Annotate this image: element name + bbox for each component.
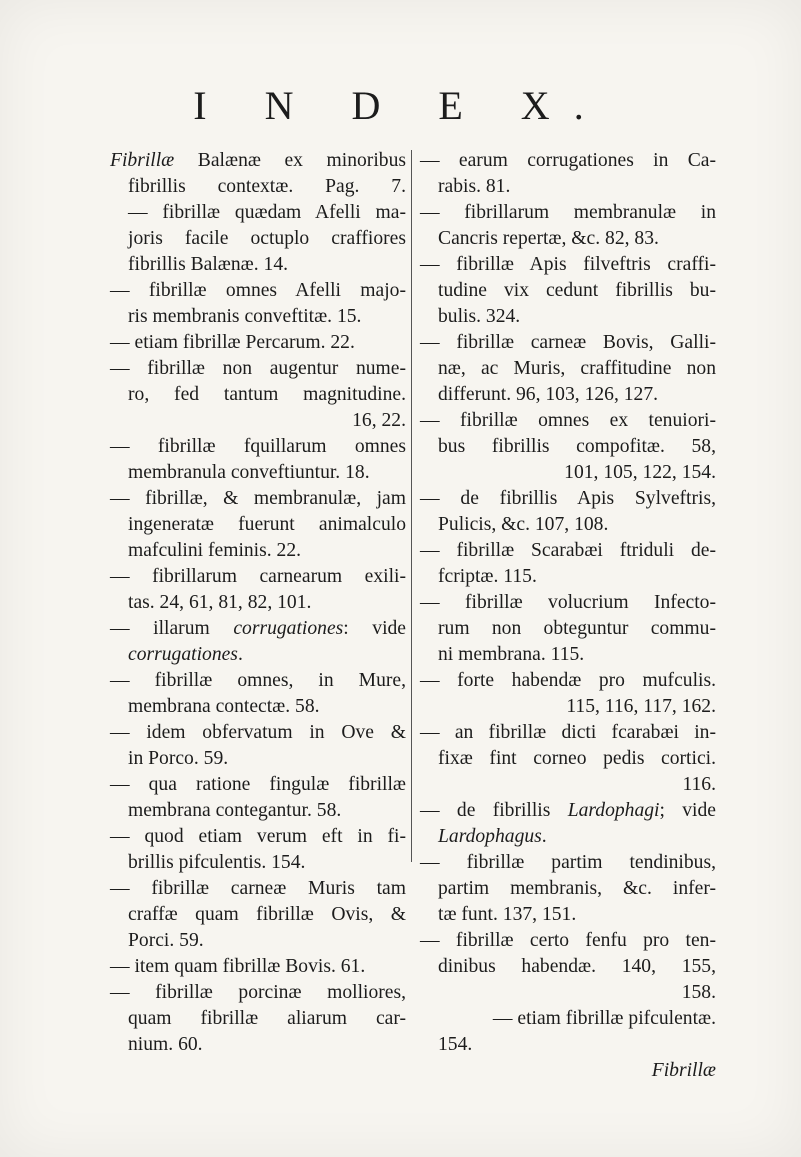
entry-line: — de fibrillis Apis Sylveftris, (420, 488, 716, 509)
index-entry (110, 486, 406, 564)
index-entry (110, 278, 406, 330)
entry-line: mafculini feminis. 22. (128, 540, 302, 561)
entry-line: — fibrillæ, & membranulæ, jam (110, 488, 406, 509)
index-entry (110, 564, 406, 616)
entry-line: — fibrillæ quædam Afelli ma- (128, 202, 406, 223)
entry-line: tæ funt. 137, 151. (438, 904, 577, 925)
entry-line: rum non obteguntur commu- (438, 618, 716, 639)
index-entry (420, 1058, 716, 1084)
entry-line: — fibrillarum membranulæ in (420, 202, 716, 223)
entry-line: — item quam fibrillæ Bovis. 61. (110, 956, 366, 977)
column-divider (411, 150, 412, 862)
entry-line: Fibrillæ (651, 1060, 716, 1081)
entry-line: Porci. 59. (128, 930, 204, 951)
index-entry (110, 356, 406, 434)
entry-line: — quod etiam verum eft in fi- (110, 826, 406, 847)
entry-line: — qua ratione fingulæ fibrillæ (110, 774, 406, 795)
entry-line: ni membrana. 115. (438, 644, 585, 665)
entry-line: — fibrillæ carneæ Bovis, Galli- (420, 332, 716, 353)
entry-line: — fibrillæ partim tendinibus, (420, 852, 716, 873)
entry-line: bus fibrillis compofitæ. 58, (438, 436, 716, 457)
entry-line: — earum corrugationes in Ca- (420, 150, 716, 171)
entry-line: 154. (438, 1034, 473, 1055)
entry-line: ris membranis conveftitæ. 15. (128, 306, 362, 327)
entry-line: partim membranis, &c. infer- (438, 878, 716, 899)
index-entry (110, 616, 406, 668)
entry-line: craffæ quam fibrillæ Ovis, & (128, 904, 406, 925)
index-entry (420, 408, 716, 486)
entry-line: ro, fed tantum magnitudine. (128, 384, 406, 405)
entry-line: ingeneratæ fuerunt animalculo (128, 514, 406, 535)
entry-line: — fibrillæ porcinæ molliores, (110, 982, 406, 1003)
index-entry (420, 330, 716, 408)
entry-line: — etiam fibrillæ Percarum. 22. (110, 332, 355, 353)
index-entry (110, 954, 406, 980)
entry-line: — illarum corrugationes: vide (110, 618, 407, 639)
entry-line: — fibrillæ fquillarum omnes (110, 436, 406, 457)
index-entry (420, 590, 716, 668)
entry-line: 115, 116, 117, 162. (566, 696, 716, 717)
entry-line: — fibrillarum carnearum exili- (110, 566, 406, 587)
entry-line: — idem obfervatum in Ove & (110, 722, 406, 743)
entry-line: 158. (681, 982, 716, 1003)
entry-line: Lardophagus. (438, 826, 547, 847)
index-entry (420, 200, 716, 252)
page-header: I N D E X. (193, 83, 608, 128)
index-entry (110, 980, 406, 1058)
entry-line: — fibrillæ Apis filveftris craffi- (420, 254, 716, 275)
entry-line: brillis pifculentis. 154. (128, 852, 306, 873)
right-column (420, 148, 716, 1084)
index-entry (420, 148, 716, 200)
index-entry (110, 148, 406, 278)
entry-line: tas. 24, 61, 81, 82, 101. (128, 592, 312, 613)
entry-line: nium. 60. (128, 1034, 203, 1055)
entry-line: — fibrillæ certo fenfu pro ten- (420, 930, 716, 951)
entry-line: Pulicis, &c. 107, 108. (438, 514, 609, 535)
index-entry (420, 798, 716, 850)
entry-line: tudine vix cedunt fibrillis bu- (438, 280, 716, 301)
entry-line: næ, ac Muris, craffitudine non (438, 358, 716, 379)
entry-line: quam fibrillæ aliarum car- (128, 1008, 406, 1029)
entry-line: Cancris repertæ, &c. 82, 83. (438, 228, 659, 249)
entry-line: bulis. 324. (438, 306, 521, 327)
index-entry (110, 772, 406, 824)
entry-line: — fibrillæ Scarabæi ftriduli de- (420, 540, 716, 561)
entry-line: membrana contectæ. 58. (128, 696, 320, 717)
entry-line: — forte habendæ pro mufculis. (420, 670, 716, 691)
entry-line: — fibrillæ carneæ Muris tam (110, 878, 406, 899)
index-entry (110, 876, 406, 954)
entry-line: 101, 105, 122, 154. (564, 462, 716, 483)
index-entry (110, 720, 406, 772)
entry-line: corrugationes. (128, 644, 243, 665)
entry-line: — fibrillæ non augentur nume- (110, 358, 406, 379)
entry-line: membrana contegantur. 58. (128, 800, 342, 821)
index-entry (420, 252, 716, 330)
left-column (110, 148, 406, 1058)
entry-line: fixæ fint corneo pedis cortici. (438, 748, 716, 769)
entry-line: fibrillis contextæ. Pag. 7. (128, 176, 406, 197)
entry-line: — etiam fibrillæ pifculentæ. (492, 1008, 716, 1029)
index-entry (420, 720, 716, 798)
index-entry (420, 928, 716, 1006)
entry-line: Fibrillæ Balænæ ex minoribus (110, 150, 406, 171)
entry-line: differunt. 96, 103, 126, 127. (438, 384, 659, 405)
entry-line: fcriptæ. 115. (438, 566, 537, 587)
entry-line: — fibrillæ omnes, in Mure, (110, 670, 406, 691)
entry-line: 16, 22. (352, 410, 406, 431)
index-entry (110, 824, 406, 876)
index-entry (420, 850, 716, 928)
entry-line: — fibrillæ omnes Afelli majo- (110, 280, 406, 301)
entry-line: — fibrillæ omnes ex tenuiori- (420, 410, 716, 431)
index-entry (110, 434, 406, 486)
index-entry (420, 668, 716, 720)
index-entry (420, 1006, 716, 1058)
entry-line: — de fibrillis Lardophagi; vide (420, 800, 716, 821)
entry-line: dinibus habendæ. 140, 155, (438, 956, 716, 977)
entry-line: — fibrillæ volucrium Infecto- (420, 592, 716, 613)
entry-line: membranula conveftiuntur. 18. (128, 462, 370, 483)
entry-line: in Porco. 59. (128, 748, 229, 769)
index-entry (420, 538, 716, 590)
index-entry (110, 668, 406, 720)
entry-line: joris facile octuplo craffiores (128, 228, 406, 249)
entry-line: — an fibrillæ dicti fcarabæi in- (420, 722, 716, 743)
index-entry (420, 486, 716, 538)
index-entry (110, 330, 406, 356)
entry-line: rabis. 81. (438, 176, 511, 197)
entry-line: 116. (682, 774, 716, 795)
entry-line: fibrillis Balænæ. 14. (128, 254, 289, 275)
